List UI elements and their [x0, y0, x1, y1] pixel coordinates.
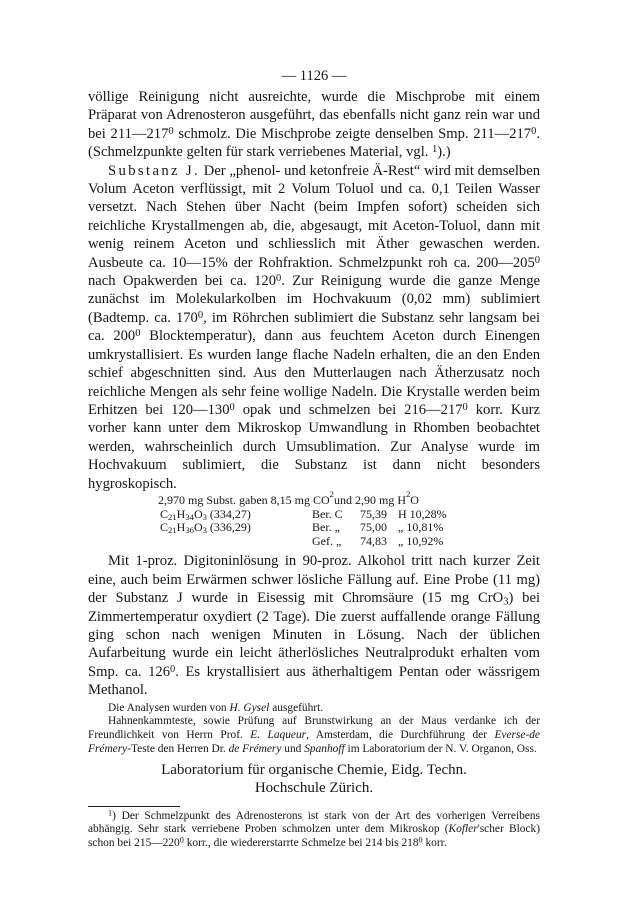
analysis-label: Ber. „ [312, 520, 340, 535]
carbon-value: 75,00 [360, 520, 387, 535]
molar-mass: (334,27) [206, 506, 251, 521]
para3-text3: . Es krystallisiert aus ätherhaltigem Pentan oder wässrigem Methanol. [88, 663, 540, 699]
analysis-formula [88, 521, 310, 535]
person-name: Spanhoff [304, 742, 345, 755]
footnote-text: korr., die wiedererstarrte Schmelze bei 214 bis 218 [183, 836, 419, 849]
analysis-row [88, 521, 540, 535]
formula-element: O [193, 520, 203, 535]
carbon-value: 74,83 [360, 533, 387, 548]
footnote-text: 'scher Block) schon bei 215—220 [88, 823, 540, 849]
page-number: — 1126 — [281, 68, 347, 84]
laboratory-affiliation [88, 761, 540, 798]
hydrogen-value: H 10,28% [398, 506, 447, 521]
affiliation-line-2: Hochschule Zürich. [254, 780, 374, 797]
elemental-analysis [88, 488, 540, 548]
hydrogen-value: „ 10,81% [398, 520, 444, 535]
person-name: de Frémery [228, 742, 282, 755]
person-name: Everse-de Frémery [88, 729, 540, 755]
degree-mark: 0 [418, 835, 423, 845]
subscript: 3 [503, 596, 509, 608]
footnote-divider [88, 806, 180, 807]
analysis-text: O [410, 492, 419, 507]
analysis-text: und 2,90 mg H [333, 492, 406, 507]
degree-mark: 0 [179, 835, 184, 845]
analysis-sample-line [88, 488, 540, 508]
para2-text4: , im Röhrchen sublimiert die Substanz sehr langsam bei ca. 200 [88, 309, 540, 345]
person-name: H. Gysel [229, 701, 270, 714]
subscript: 21 [168, 511, 177, 522]
formula-element: C [160, 520, 169, 535]
note-text: Hahnenkammteste, sowie Prüfung auf Brunstwirkung an der Maus verdanke ich der Freundlichkeit von Herrn Prof. [88, 715, 540, 742]
note-analyses [88, 702, 540, 716]
subscript: 2 [405, 488, 411, 499]
person-name: Kofler [448, 823, 478, 836]
molar-mass: (336,29) [206, 520, 251, 535]
degree-mark: 0 [531, 125, 537, 137]
analysis-label: Gef. „ [312, 533, 342, 548]
footnote-reference[interactable]: 1 [432, 144, 438, 156]
carbon-value: 75,39 [360, 506, 387, 521]
subscript: 3 [202, 525, 207, 536]
analysis-rows [88, 508, 540, 549]
note-text: im Laboratorium der N. V. Organon, Oss. [344, 742, 537, 755]
degree-mark: 0 [276, 272, 282, 284]
analysis-label: Ber. C [312, 506, 343, 521]
para2-text2: nach Opakwerden bei ca. 120 [88, 273, 277, 290]
para2-text: Der „phenol- und ketonfreie Ä-Rest“ wird mit demselben Volum Aceton verflüssigt, mit 2 Volum Toluol und ca. 0,1 Teilen Wasser versetzt. Nach Stehen über Nacht (beim Impfen sofort) scheiden sich reichliche Krystallmengen ab, die, abgesaugt, mit Aceton-Toluol, dann mit wenig reinem Aceton und schliesslich mit Äther gewaschen werden. Ausbeute ca. 10—15% der Rohfraktion. Schmelzpunkt roh ca. 200—205 [88, 162, 540, 271]
subscript: 36 [185, 525, 194, 536]
affiliation-line-1: Laboratorium für organische Chemie, Eidg. Techn. [161, 761, 467, 778]
note-text: ausgeführt. [269, 701, 324, 714]
note-text: -Teste den Herren Dr. [127, 742, 229, 755]
para1-text: völlige Reinigung nicht ausreichte, wurde die Mischprobe mit einem Präparat von Adrenosteron ausgeführt, das ebenfalls nicht ganz rein war und bei 211—217 [88, 89, 540, 142]
para1-text4: ).) [437, 144, 451, 161]
subscript: 2 [329, 488, 334, 499]
para2-text3: . Zur Reinigung wurde die ganze Menge zunächst im Molekularkolben im Hochvakuum (0,02 mm) sublimiert (Badtemp. ca. 170 [88, 273, 541, 326]
degree-mark: 0 [135, 328, 141, 340]
hydrogen-value: „ 10,92% [398, 533, 444, 548]
subscript: 34 [185, 511, 194, 522]
subscript: 21 [168, 525, 177, 536]
degree-mark: 0 [229, 401, 235, 413]
para2-text5: Blocktemperatur), dann aus feuchtem Aceton durch Einengen umkrystallisiert. Es wurden lange flache Nadeln erhalten, die an den Enden schief abgeschnitten sind. Aus den Mutterlaugen nach Ätherzusatz noch reichliche Mengen als sehr feine wollige Nadeln. Die Krystalle werden beim Erhitzen bei 120—130 [88, 328, 540, 418]
para1-text2: schmolz. Die Mischprobe zeigte denselben Smp. 211—217 [173, 125, 532, 142]
subscript: 3 [202, 511, 207, 522]
person-name: E. Laqueur [250, 729, 307, 742]
note-acknowledgement [88, 715, 540, 756]
formula-element: H [176, 520, 186, 535]
footnote-text: korr. [422, 836, 447, 849]
note-text: Die Analysen wurden von [108, 701, 230, 714]
para2-text7: korr. Kurz vorher kann unter dem Mikroskop Umwandlung in Rhomben beobachtet werden, wahrscheinlich durch Umsublimation. Zur Analyse wurde im Hochvakuum sublimiert, die Substanz ist dann nicht besonders hygroskopisch. [88, 401, 541, 492]
para2-text6: opak und schmelzen bei 216—217 [234, 401, 463, 418]
degree-mark: 0 [534, 254, 540, 266]
degree-mark: 0 [170, 663, 176, 675]
para3-text2: ) bei Zimmertemperatur oxydiert (2 Tage). Die zuerst auffallende orange Fällung ging schon nach wenigen Minuten in Lösung. Nach der üblichen Aufarbeitung wurde ein leicht ätherlösliches Neutralprodukt erhalten vom Smp. ca. 126 [88, 590, 540, 680]
note-text: und [281, 742, 305, 755]
analysis-formula [88, 508, 310, 522]
degree-mark: 0 [197, 309, 204, 321]
paragraph-substanz-j [88, 162, 540, 493]
formula-element: C [160, 506, 169, 521]
footnote-mark: 1 [108, 808, 113, 818]
para1-text3: . (Schmelzpunkte gelten für stark verriebenes Material, vgl. [88, 125, 540, 161]
note-text: , Amsterdam, die Durchführung der [306, 729, 495, 742]
analysis-row [88, 508, 540, 522]
para3-text: Mit 1-proz. Digitoninlösung in 90-proz. Alkohol tritt nach kurzer Zeit eine, auch beim Erwärmen schwer lösliche Fällung auf. Eine Probe (11 mg) der Substanz J wurde in Eisessig mit Chromsäure (15 mg CrO [88, 553, 540, 607]
formula-element: H [176, 506, 186, 521]
formula-element: O [193, 506, 203, 521]
paragraph-mixed-melting-point [88, 88, 540, 162]
analysis-formula [88, 535, 310, 549]
degree-mark: 0 [168, 125, 174, 137]
analysis-row [88, 535, 540, 549]
footnote-text: ) Der Schmelzpunkt des Adrenosterons ist stark von der Art des vorherigen Verreibens abhängig. Sehr stark verriebene Proben schmolzen unter dem Mikroskop ( [88, 809, 540, 836]
substance-label: Substanz J. [108, 162, 201, 179]
page [88, 66, 540, 850]
paragraph-digitonin-oxidation [88, 552, 540, 699]
analysis-text: 2,970 mg Subst. gaben 8,15 mg CO [158, 492, 330, 507]
footnote [88, 810, 540, 850]
degree-mark: 0 [462, 401, 468, 413]
